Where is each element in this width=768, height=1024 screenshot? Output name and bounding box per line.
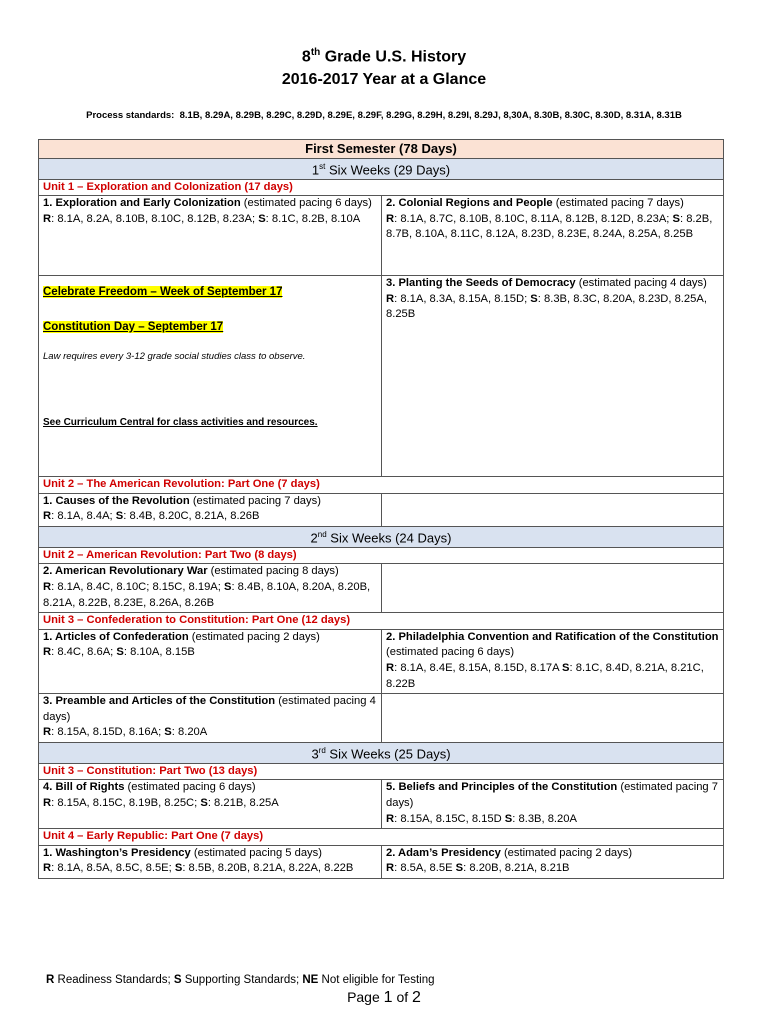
empty-cell [382, 694, 724, 743]
lesson-title: 2. Philadelphia Convention and Ratification of the Constitution [386, 630, 719, 643]
lesson-pacing: (estimated pacing 5 days) [193, 846, 322, 859]
lesson-title: 2. American Revolutionary War [43, 565, 208, 578]
lesson-cell: 3. Planting the Seeds of Democracy (estimated pacing 4 days) R: 8.1A, 8.3A, 8.15A, 8.15D; S: 8.3B, 8.3C, 8.20A, 8.23D, 8.25A, 8.25B [382, 276, 724, 477]
lesson-cell: 2. Philadelphia Convention and Ratification of the Constitution (estimated pacing 6 days) R: 8.1A, 8.4E, 8.15A, 8.15D, 8.17A S: 8.1C, 8.4D, 8.21A, 8.21C, 8.22B [382, 629, 724, 693]
supporting-standards: 8.4B, 8.10A, 8.20A, 8.20B, 8.21A, 8.22B, 8.23E, 8.26A, 8.26B [43, 581, 371, 609]
lesson-cell: 1. Articles of Confederation (estimated pacing 2 days) R: 8.4C, 8.6A; S: 8.10A, 8.15B [39, 629, 382, 693]
lesson-title: 3. Planting the Seeds of Democracy [386, 277, 576, 290]
lesson-cell: 1. Causes of the Revolution (estimated pacing 7 days) R: 8.1A, 8.4A; S: 8.4B, 8.20C, 8.21A, 8.26B [39, 493, 382, 526]
lesson-pacing: (estimated pacing 2 days) [503, 846, 633, 859]
readiness-standards: 8.15A, 8.15C, 8.19B, 8.25C; [57, 797, 201, 810]
unit-header: Unit 4 – Early Republic: Part One (7 days) [39, 829, 724, 846]
readiness-standards: 8.15A, 8.15D, 8.16A; [57, 726, 165, 739]
process-standards: Process standards: 8.1B, 8.29A, 8.29B, 8.29C, 8.29D, 8.29E, 8.29F, 8.29G, 8.29H, 8.29I, 8.29J, 8,30A, 8.30B, 8.30C, 8.30D, 8.31A, 8.31B [86, 110, 682, 121]
lesson-cell: 2. American Revolutionary War (estimated pacing 8 days) R: 8.1A, 8.4C, 8.10C; 8.15C, 8.19A; S: 8.4B, 8.10A, 8.20A, 8.20B, 8.21A, 8.22B, 8.23E, 8.26A, 8.26B [39, 564, 382, 613]
lesson-pacing: (estimated pacing 7 days) [386, 781, 718, 810]
supporting-standards: 8.5B, 8.20B, 8.21A, 8.22A, 8.22B [188, 862, 354, 875]
lesson-pacing: (estimated pacing 6 days) [243, 197, 372, 210]
readiness-standards: 8.1A, 8.2A, 8.10B, 8.10C, 8.12B, 8.23A; [57, 212, 259, 225]
semester-header: First Semester (78 Days) [39, 140, 724, 159]
notes-cell [39, 276, 382, 477]
empty-cell [382, 564, 724, 613]
lesson-cell: 2. Adam’s Presidency (estimated pacing 2 days) R: 8.5A, 8.5E S: 8.20B, 8.21A, 8.21B [382, 845, 724, 878]
lesson-pacing: (estimated pacing 6 days) [386, 646, 515, 659]
readiness-standards: 8.1A, 8.3A, 8.15A, 8.15D; [400, 292, 531, 305]
unit-header: Unit 3 – Confederation to Constitution: Part One (12 days) [39, 613, 724, 630]
unit-header: Unit 2 – American Revolution: Part Two (8 days) [39, 547, 724, 564]
lesson-cell: 5. Beliefs and Principles of the Constitution (estimated pacing 7 days) R: 8.15A, 8.15C, 8.15D S: 8.3B, 8.20A [382, 780, 724, 829]
lesson-pacing: (estimated pacing 2 days) [191, 630, 320, 643]
lesson-pacing: (estimated pacing 4 days) [578, 277, 707, 290]
celebrate-freedom-note: Celebrate Freedom – Week of September 17 [43, 286, 283, 299]
empty-cell [382, 493, 724, 526]
supporting-standards: 8.21B, 8.25A [214, 797, 279, 810]
readiness-standards: 8.1A, 8.4C, 8.10C; 8.15C, 8.19A; [57, 581, 224, 593]
lesson-cell: 4. Bill of Rights (estimated pacing 6 days) R: 8.15A, 8.15C, 8.19B, 8.25C; S: 8.21B, 8.25A [39, 780, 382, 829]
lesson-pacing: (estimated pacing 8 days) [210, 565, 339, 578]
law-note: Law requires every 3-12 grade social studies class to observe. [43, 351, 306, 363]
lesson-title: 1. Causes of the Revolution [43, 494, 190, 507]
lesson-cell: 1. Exploration and Early Colonization (estimated pacing 6 days) R: 8.1A, 8.2A, 8.10B, 8.10C, 8.12B, 8.23A; S: 8.1C, 8.2B, 8.10A [39, 196, 382, 276]
standards-legend: R Readiness Standards; S Supporting Standards; NE Not eligible for Testing [46, 974, 435, 986]
supporting-standards: 8.2B, 8.7B, 8.10A, 8.11C, 8.12A, 8.23D, 8.23E, 8.24A, 8.25A, 8.25B [386, 212, 713, 241]
lesson-cell: 2. Colonial Regions and People (estimated pacing 7 days) R: 8.1A, 8.7C, 8.10B, 8.10C, 8.11A, 8.12B, 8.12D, 8.23A; S: 8.2B, 8.7B, 8.10A, 8.11C, 8.12A, 8.23D, 8.23E, 8.24A, 8.25A, 8.25B [382, 196, 724, 276]
document-title: 8th Grade U.S. History [301, 47, 467, 66]
lesson-cell: 3. Preamble and Articles of the Constitution (estimated pacing 4 days) R: 8.15A, 8.15D, 8.16A; S: 8.20A [39, 694, 382, 743]
lesson-title: 5. Beliefs and Principles of the Constitution [386, 781, 618, 794]
supporting-standards: 8.3B, 8.3C, 8.20A, 8.23D, 8.25A, 8.25B [386, 292, 707, 321]
readiness-standards: 8.1A, 8.4E, 8.15A, 8.15D, 8.17A [400, 661, 563, 674]
unit-header: Unit 3 – Constitution: Part Two (13 days) [39, 763, 724, 780]
readiness-standards: 8.15A, 8.15C, 8.15D [400, 812, 505, 825]
readiness-standards: 8.5A, 8.5E [400, 862, 456, 875]
lesson-title: 1. Washington’s Presidency [43, 846, 191, 859]
lesson-title: 4. Bill of Rights [43, 781, 125, 794]
constitution-day-note: Constitution Day – September 17 [43, 320, 224, 333]
lesson-title: 2. Adam’s Presidency [386, 846, 501, 859]
curriculum-central-link[interactable]: See Curriculum Central for class activities and resources. [43, 416, 318, 428]
supporting-standards: 8.20A [177, 726, 208, 739]
lesson-pacing: (estimated pacing 7 days) [192, 494, 321, 507]
six-weeks-header-2: 2nd Six Weeks (24 Days) [39, 526, 724, 547]
lesson-pacing: (estimated pacing 6 days) [127, 781, 256, 794]
supporting-standards: 8.1C, 8.2B, 8.10A [271, 212, 361, 225]
readiness-standards: 8.4C, 8.6A; [57, 646, 117, 659]
page-number: Page 1 of 2 [347, 989, 421, 1006]
supporting-standards: 8.4B, 8.20C, 8.21A, 8.26B [129, 510, 260, 523]
readiness-standards: 8.1A, 8.4A; [57, 510, 116, 523]
lesson-title: 2. Colonial Regions and People [386, 197, 553, 210]
lesson-cell: 1. Washington’s Presidency (estimated pacing 5 days) R: 8.1A, 8.5A, 8.5C, 8.5E; S: 8.5B, 8.20B, 8.21A, 8.22A, 8.22B [39, 845, 382, 878]
supporting-standards: 8.10A, 8.15B [130, 646, 195, 659]
lesson-title: 1. Articles of Confederation [43, 630, 189, 643]
readiness-standards: 8.1A, 8.5A, 8.5C, 8.5E; [57, 862, 175, 875]
unit-header: Unit 1 – Exploration and Colonization (17 days) [39, 179, 724, 196]
supporting-standards: 8.3B, 8.20A [518, 812, 577, 825]
lesson-pacing: (estimated pacing 7 days) [555, 197, 684, 210]
six-weeks-header-3: 3rd Six Weeks (25 Days) [39, 742, 724, 763]
six-weeks-header-1: 1st Six Weeks (29 Days) [39, 158, 724, 179]
document-subtitle: 2016-2017 Year at a Glance [281, 71, 487, 88]
supporting-standards: 8.1C, 8.4D, 8.21A, 8.21C, 8.22B [386, 661, 704, 690]
unit-header: Unit 2 – The American Revolution: Part One (7 days) [39, 477, 724, 494]
lesson-title: 3. Preamble and Articles of the Constitution [43, 695, 276, 708]
lesson-pacing: (estimated pacing 4 days) [43, 695, 376, 723]
readiness-standards: 8.1A, 8.7C, 8.10B, 8.10C, 8.11A, 8.12B, 8.12D, 8.23A; [400, 212, 673, 225]
lesson-title: 1. Exploration and Early Colonization [43, 197, 241, 210]
year-at-a-glance-table [38, 139, 724, 879]
supporting-standards: 8.20B, 8.21A, 8.21B [469, 862, 570, 875]
